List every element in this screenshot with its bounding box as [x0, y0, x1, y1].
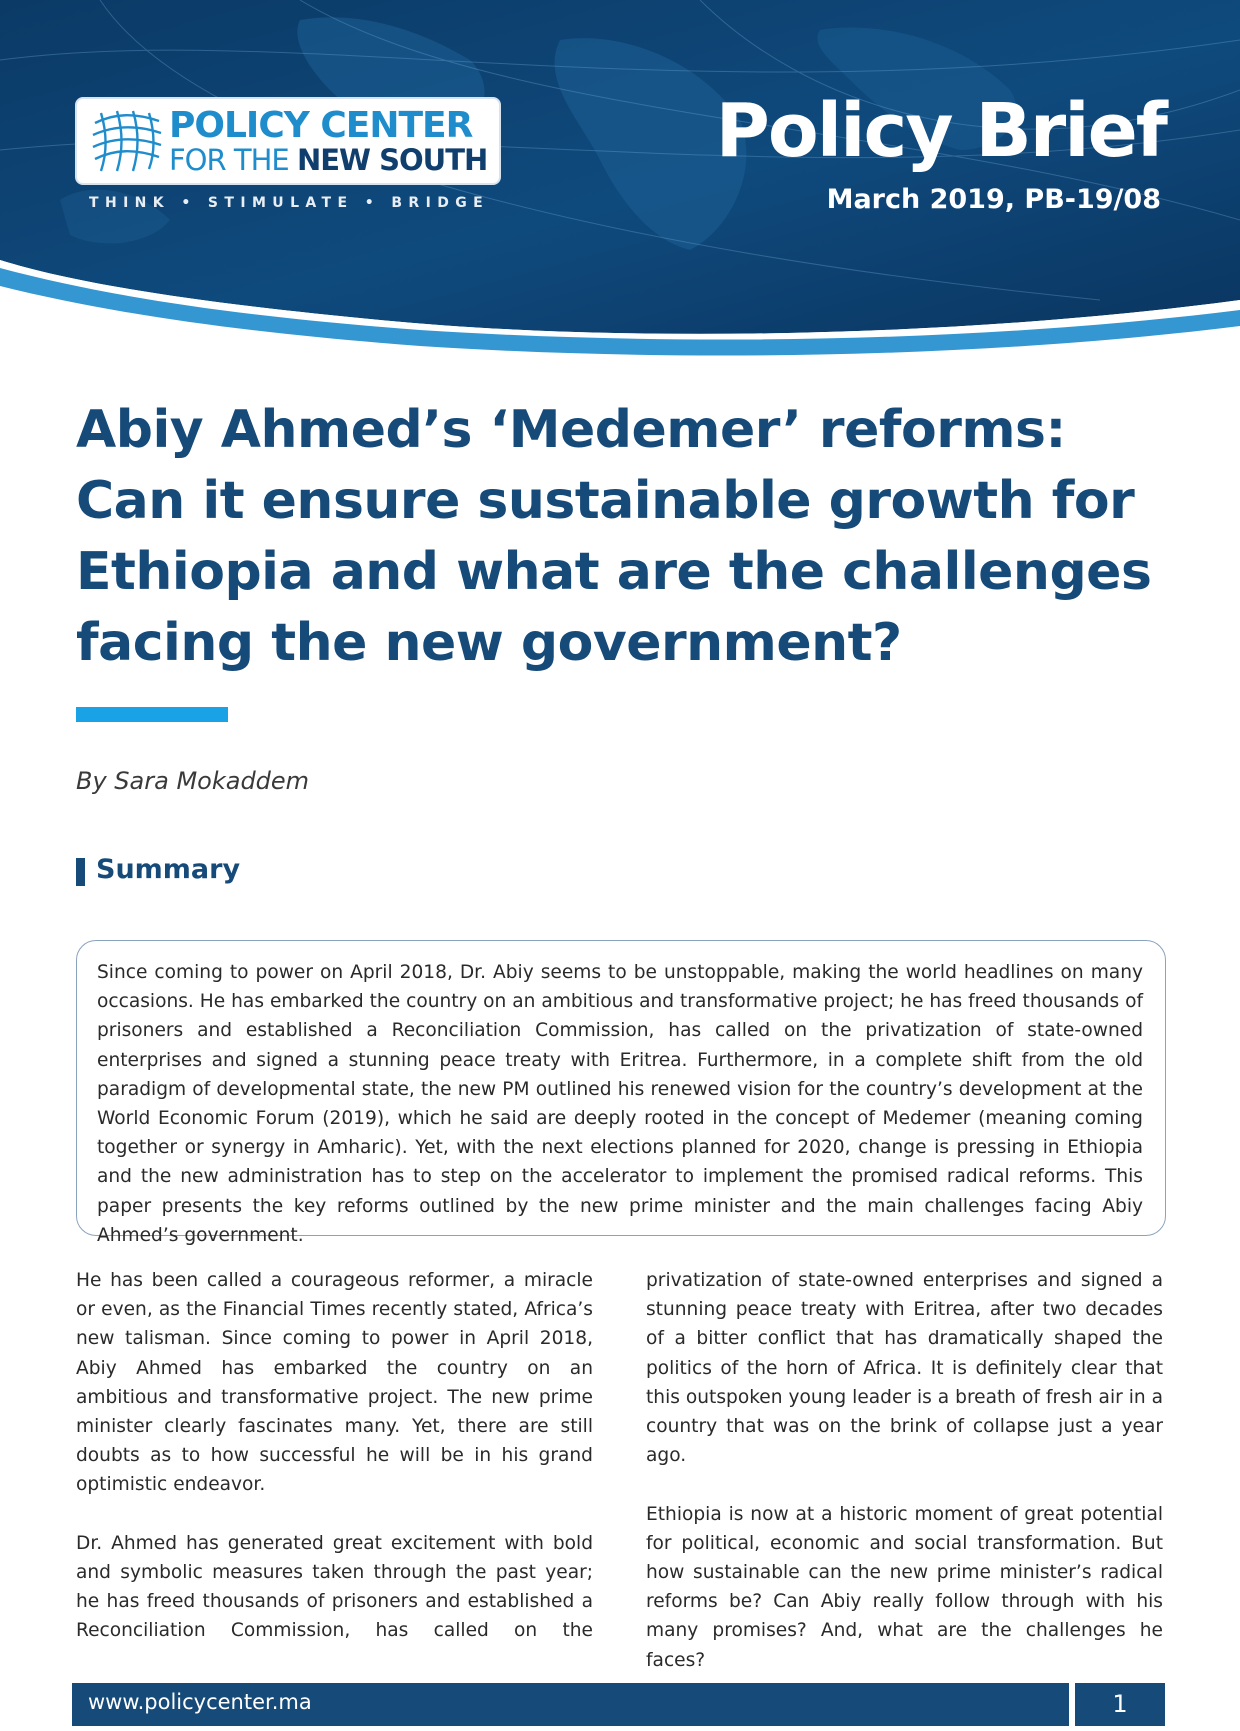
article-title [76, 395, 1176, 679]
document-date-reference: March 2019, PB-19/08 [826, 184, 1161, 215]
author-byline: By Sara Mokaddem [76, 767, 310, 795]
body-column-left [76, 1266, 593, 1675]
article-title-line: Ethiopia and what are the challenges [76, 542, 1152, 602]
footer-page-box [1075, 1683, 1165, 1726]
tagline: THINK • STIMULATE • BRIDGE [89, 195, 490, 211]
logo-name-line2 [169, 143, 487, 177]
article-title-line: Can it ensure sustainable growth for [76, 471, 1135, 531]
logo-line2-prefix: FOR THE [169, 143, 297, 177]
page-number: 1 [1112, 1690, 1128, 1718]
title-underline-accent [76, 707, 228, 722]
summary-text: Since coming to power on April 2018, Dr. Abiy seems to be unstoppable, making the world headlines on many occasions. He has embarked the country on an ambitious and transformative project; he has freed thousands of prisoners and established a Reconciliation Commission, has called on the privatization of state-owned enterprises and signed a stunning peace treaty with Eritrea. Furthermore, in a complete shift from the old paradigm of developmental state, the new PM outlined his renewed vision for the country’s development at the World Economic Forum (2019), which he said are deeply rooted in the concept of Medemer (meaning coming together or synergy in Amharic). Yet, with the next elections planned for 2020, change is pressing in Ethiopia and the new administration has to step on the accelerator to implement the promised radical reforms. This paper presents the key reforms outlined by the new prime minister and the main challenges facing Abiy Ahmed’s government. [97, 962, 1143, 1246]
body-paragraph: privatization of state-owned enterprises and signed a stunning peace treaty with Eritrea, after two decades of a bitter conflict that has dramatically shaped the politics of the horn of Africa. It is definitely clear that this outspoken young leader is a breath of fresh air in a country that was on the brink of collapse just a year ago. [646, 1270, 1163, 1467]
body-paragraph: Dr. Ahmed has generated great excitement with bold and symbolic measures taken through the past year; he has freed thousands of prisoners and established a Reconciliation Commission, has called on the [76, 1532, 593, 1642]
summary-heading-marker [76, 858, 85, 886]
page-header [0, 0, 1240, 370]
article-title-line: Abiy Ahmed’s ‘Medemer’ reforms: [76, 400, 1066, 460]
logo [77, 99, 499, 183]
body-paragraph: He has been called a courageous reformer, a miracle or even, as the Financial Times recently stated, Africa’s new talisman. Since coming to power in April 2018, Abiy Ahmed has embarked the country on an ambitious and transformative project. The new prime minister clearly fascinates many. Yet, there are still doubts as to how successful he will be in his grand optimistic endeavor. [76, 1270, 593, 1496]
logo-line2-strong: NEW SOUTH [296, 143, 488, 177]
logo-globe-mesh-icon [89, 109, 165, 173]
document-type-title: Policy Brief [715, 88, 1166, 174]
footer-bar [72, 1683, 1069, 1726]
body-column-right [646, 1266, 1163, 1704]
body-paragraph: Ethiopia is now at a historic moment of great potential for political, economic and social transformation. But how sustainable can the new prime minister’s radical reforms be? Can Abiy really follow through with his many promises? And, what are the challenges he faces? [646, 1503, 1163, 1671]
footer-website-link[interactable]: www.policycenter.ma [88, 1690, 312, 1714]
logo-name-line1: POLICY CENTER [169, 105, 473, 146]
article-title-line: facing the new government? [76, 613, 902, 673]
summary-heading-label: Summary [96, 854, 241, 885]
summary-box [76, 940, 1166, 1246]
